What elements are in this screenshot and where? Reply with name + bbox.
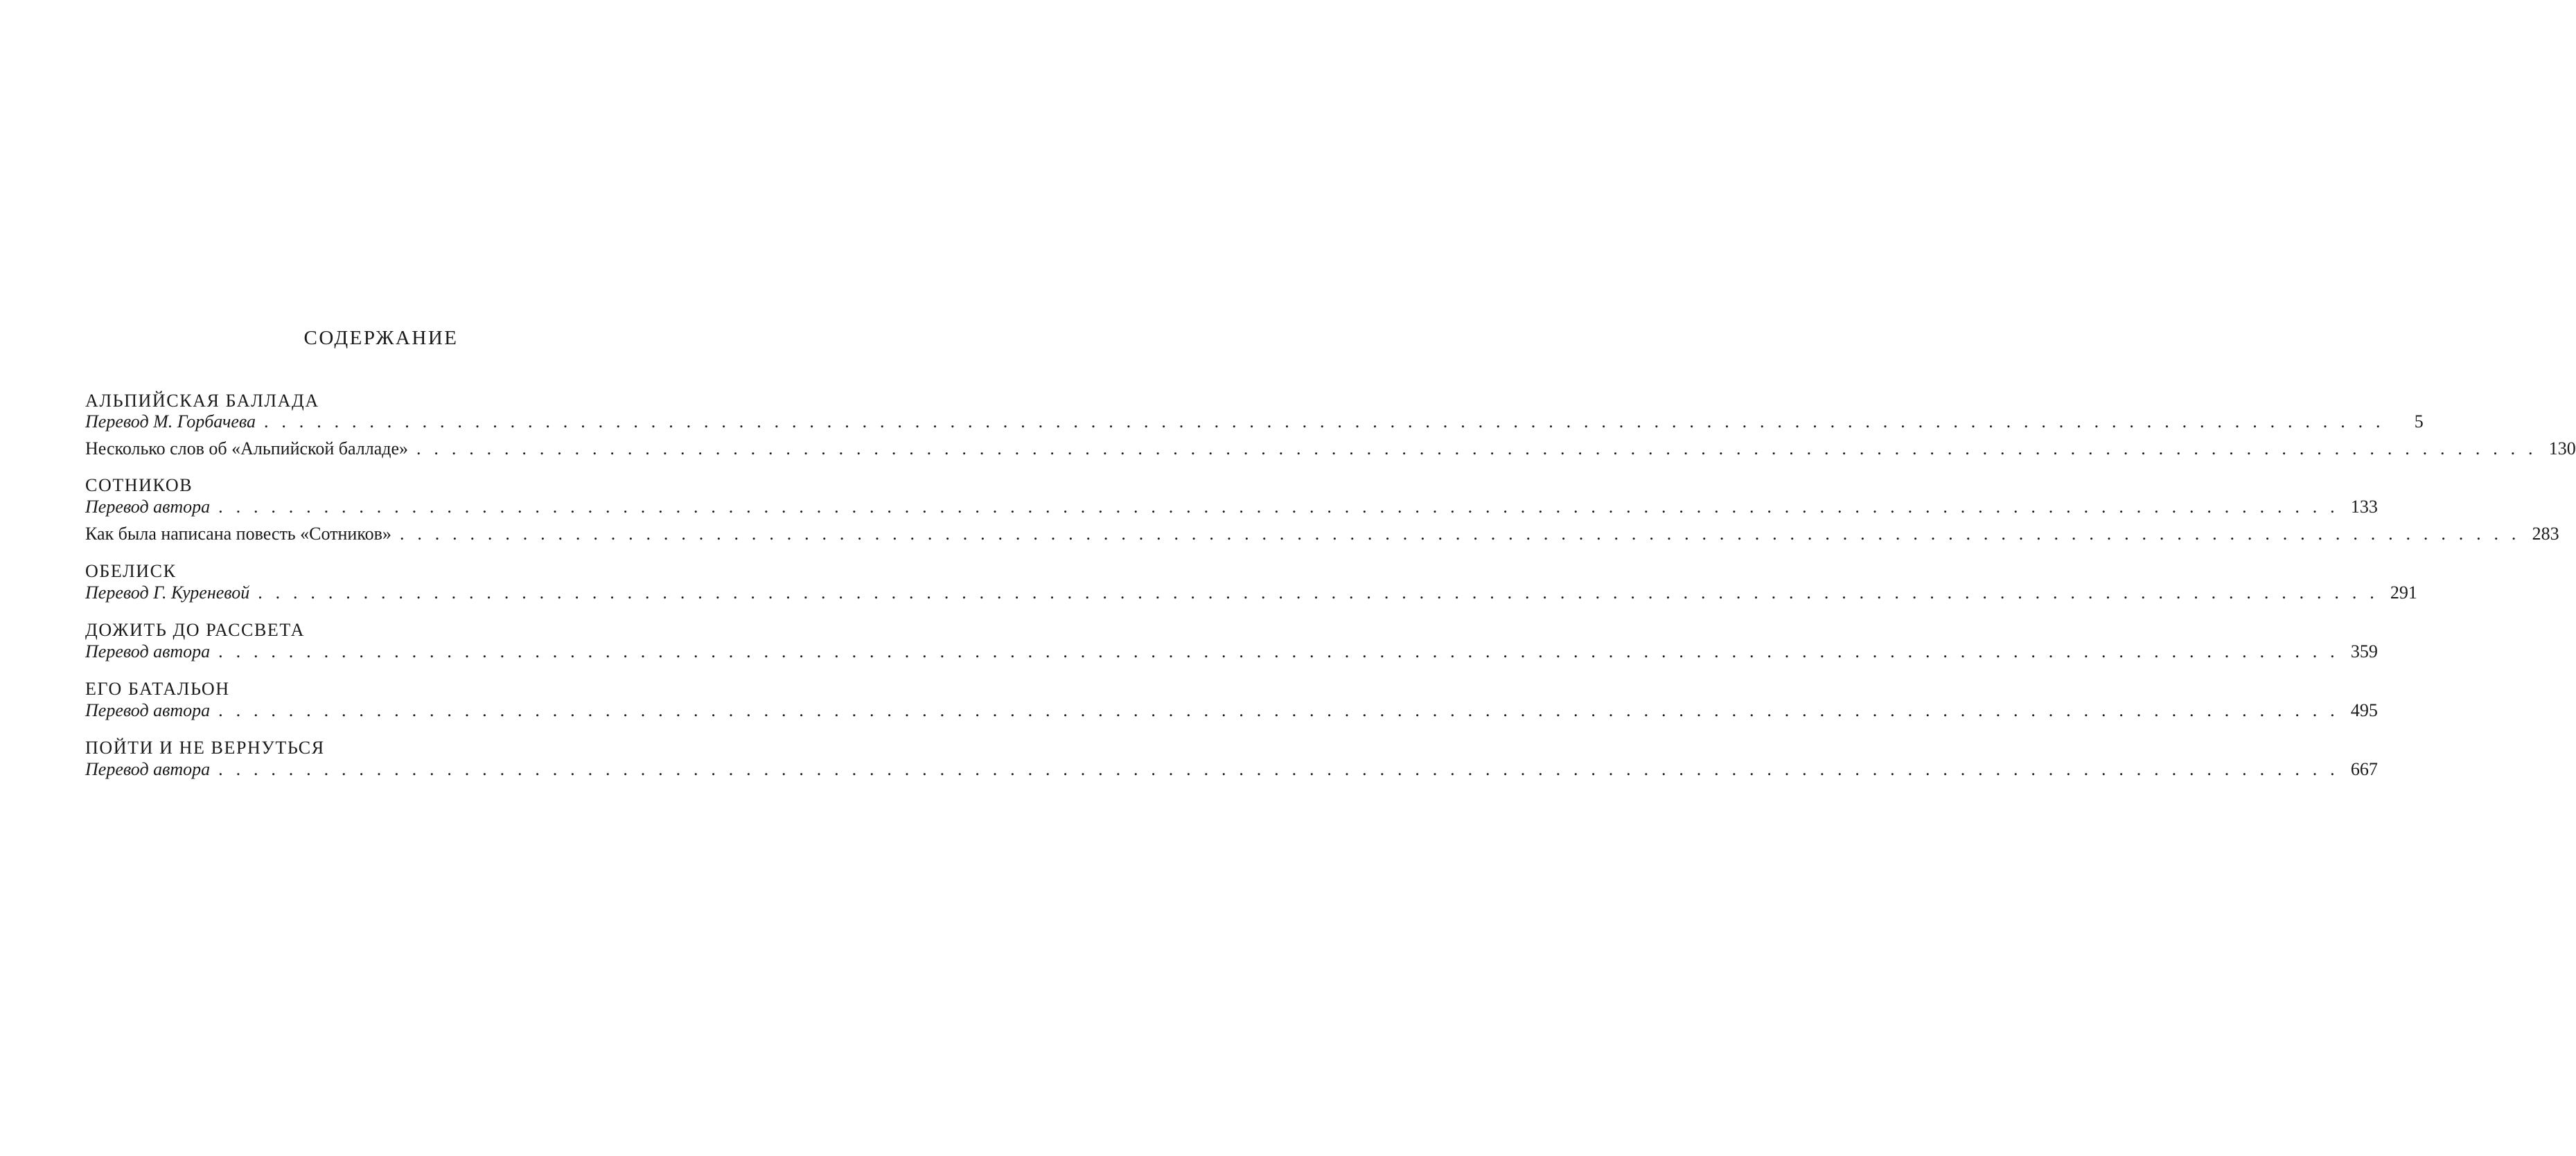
page-number: 291 [2390,583,2417,603]
entry-label: Несколько слов об «Альпийской балладе» [85,438,409,459]
entry-label: Перевод автора [85,641,211,661]
toc-entry[interactable] [85,495,2378,519]
section-title: СОТНИКОВ [85,475,193,495]
entry-label: Перевод М. Горбачева [85,411,256,432]
toc-entry[interactable] [85,640,2378,664]
section-title: АЛЬПИЙСКАЯ БАЛЛАДА [85,391,319,411]
section-title: ДОЖИТЬ ДО РАССВЕТА [85,620,305,640]
page-number: 667 [2350,759,2378,779]
page-number: 130 [2548,438,2576,459]
dot-leader: . . . . . . . . . . . . . . . . . . . . . . . . . . . . . . . . . . . . . . . . . . . . . . . . . . . . . . . . . . . . . . . . . . . . . . . . . . . . . . . . . . . . . . . . . . . . . . . . . . . . . . . . . . . . . . . . . . . . . . . . . [218,497,2339,517]
toc-entry[interactable] [85,437,2576,461]
dot-leader: . . . . . . . . . . . . . . . . . . . . . . . . . . . . . . . . . . . . . . . . . . . . . . . . . . . . . . . . . . . . . . . . . . . . . . . . . . . . . . . . . . . . . . . . . . . . . . . . . . . . . . . . . . . . . . . . . . . . . . . . . [218,641,2339,661]
toc-entry[interactable] [85,410,2424,434]
entry-label: Перевод Г. Куреневой [85,583,250,603]
toc-entry[interactable] [85,522,2559,546]
dot-leader: . . . . . . . . . . . . . . . . . . . . . . . . . . . . . . . . . . . . . . . . . . . . . . . . . . . . . . . . . . . . . . . . . . . . . . . . . . . . . . . . . . . . . . . . . . . . . . . . . . . . . . . . . . . . . . . . . . . . . . . . . [258,583,2379,603]
section-title: ОБЕЛИСК [85,561,177,581]
dot-leader: . . . . . . . . . . . . . . . . . . . . . . . . . . . . . . . . . . . . . . . . . . . . . . . . . . . . . . . . . . . . . . . . . . . . . . . . . . . . . . . . . . . . . . . . . . . . . . . . . . . . . . . . . . . . . . . . . . . . . . . . . [399,524,2521,544]
page-number: 495 [2350,700,2378,720]
toc-entry[interactable] [85,699,2378,722]
page-number: 133 [2350,497,2378,517]
page-title: СОДЕРЖАНИЕ [303,327,459,349]
entry-label: Перевод автора [85,700,211,720]
page-number: 359 [2350,641,2378,661]
entry-label: Как была написана повесть «Сотников» [85,524,391,544]
dot-leader: . . . . . . . . . . . . . . . . . . . . . . . . . . . . . . . . . . . . . . . . . . . . . . . . . . . . . . . . . . . . . . . . . . . . . . . . . . . . . . . . . . . . . . . . . . . . . . . . . . . . . . . . . . . . . . . . . . . . . . . . . [218,700,2339,720]
entry-label: Перевод автора [85,759,211,779]
toc-entry[interactable] [85,581,2417,605]
dot-leader: . . . . . . . . . . . . . . . . . . . . . . . . . . . . . . . . . . . . . . . . . . . . . . . . . . . . . . . . . . . . . . . . . . . . . . . . . . . . . . . . . . . . . . . . . . . . . . . . . . . . . . . . . . . . . . . . . . . . . . . . . [416,438,2537,459]
section-title: ПОЙТИ И НЕ ВЕРНУТЬСЯ [85,738,325,758]
section-title: ЕГО БАТАЛЬОН [85,679,230,699]
page-number: 5 [2414,411,2424,432]
entry-label: Перевод автора [85,497,211,517]
dot-leader: . . . . . . . . . . . . . . . . . . . . . . . . . . . . . . . . . . . . . . . . . . . . . . . . . . . . . . . . . . . . . . . . . . . . . . . . . . . . . . . . . . . . . . . . . . . . . . . . . . . . . . . . . . . . . . . . . . . . . . . . . [264,411,2385,432]
page-number: 283 [2532,524,2559,544]
toc-entry[interactable] [85,758,2378,781]
dot-leader: . . . . . . . . . . . . . . . . . . . . . . . . . . . . . . . . . . . . . . . . . . . . . . . . . . . . . . . . . . . . . . . . . . . . . . . . . . . . . . . . . . . . . . . . . . . . . . . . . . . . . . . . . . . . . . . . . . . . . . . . . [218,759,2339,779]
